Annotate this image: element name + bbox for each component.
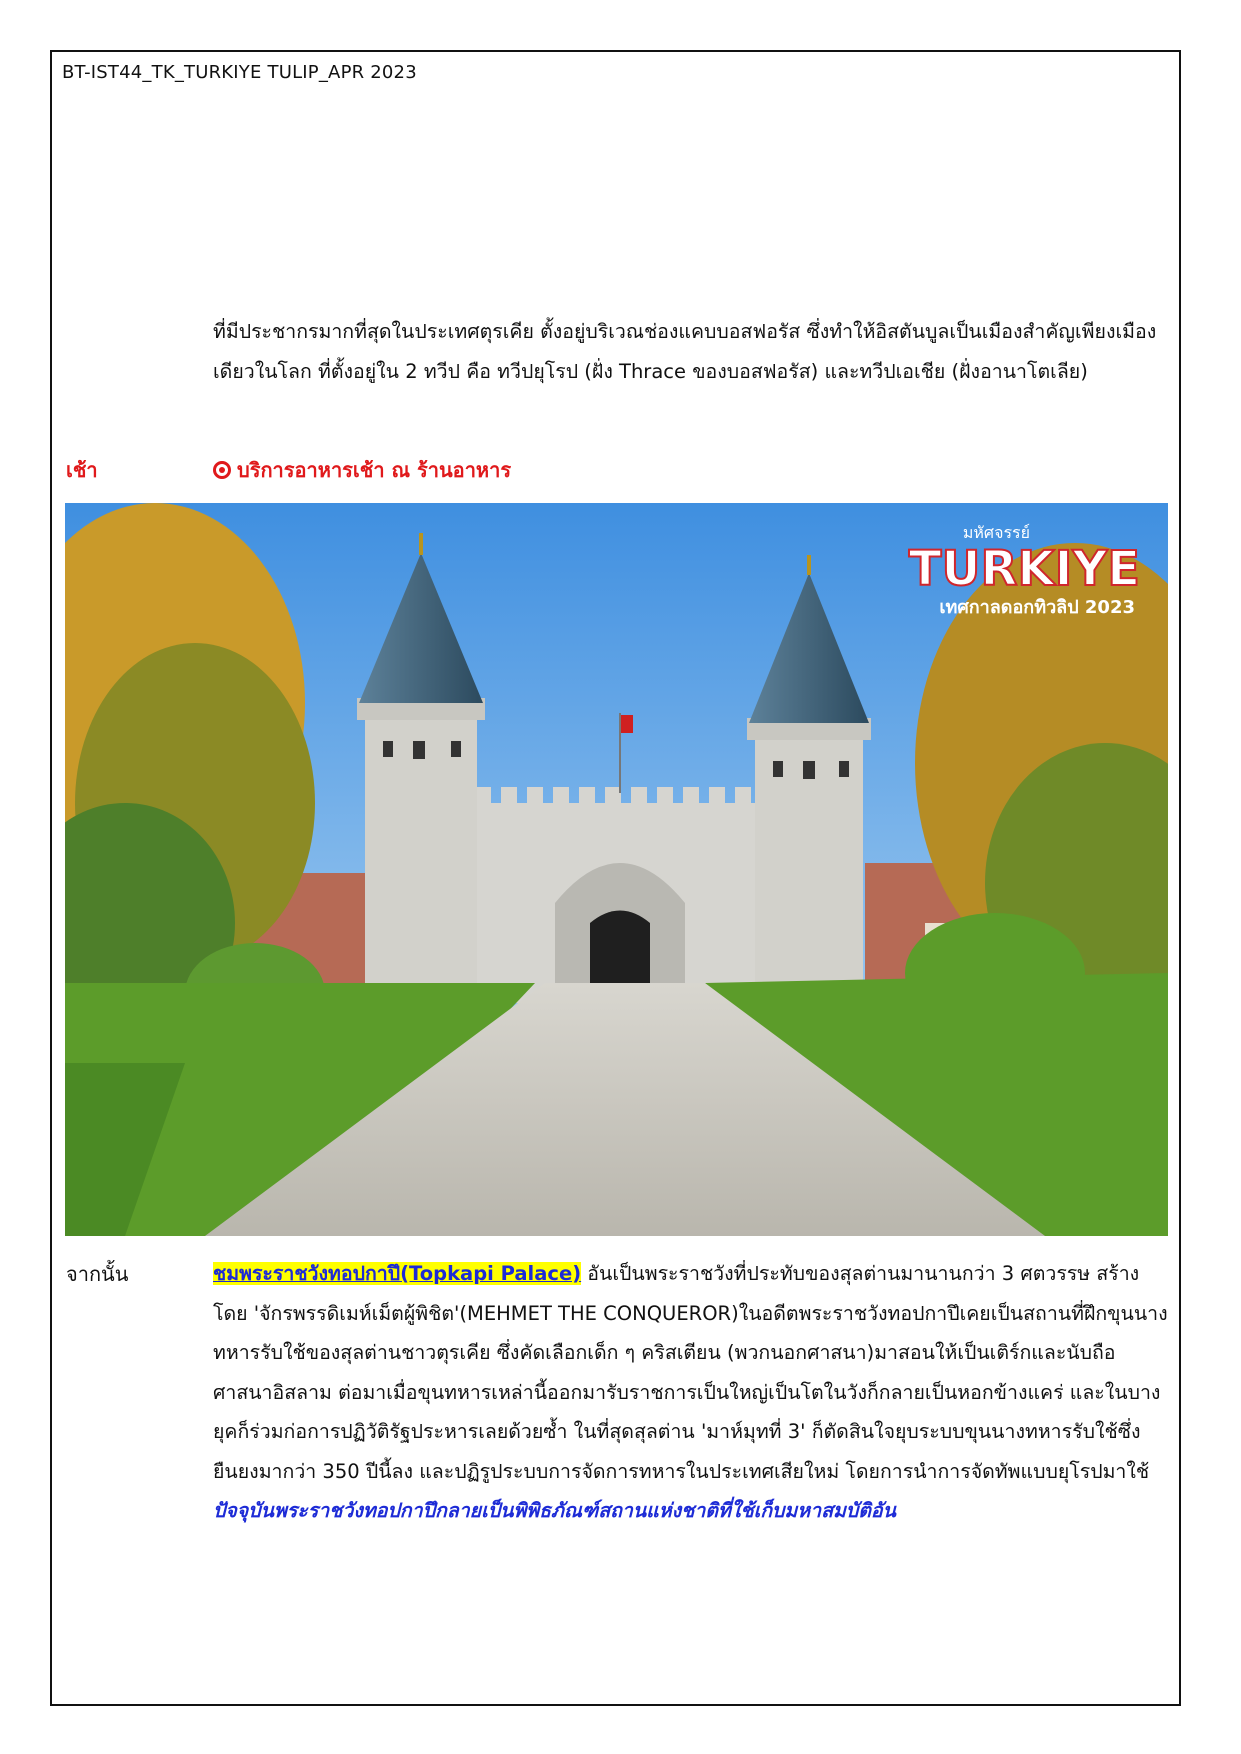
breakfast-line	[213, 454, 511, 486]
topkapi-paragraph	[213, 1254, 1173, 1531]
intro-paragraph: ที่มีประชากรมากที่สุดในประเทศตุรเคีย ตั้งอยู่บริเวณช่องแคบบอสฟอรัส ซึ่งทำให้อิสตันบูลเป็นเมืองสำคัญเพียงเมืองเดียวในโลก ที่ตั้งอยู่ใน 2 ทวีป คือ ทวีปยุโรป (ฝั่ง Thrace ของบอสฟอรัส) และทวีปเอเชีย (ฝั่งอานาโตเลีย)	[213, 320, 1157, 383]
breakfast-text: บริการอาหารเช้า ณ ร้านอาหาร	[237, 458, 512, 482]
plate-icon	[213, 461, 231, 479]
topkapi-body: อันเป็นพระราชวังที่ประทับของสุลต่านมานานกว่า 3 ศตวรรษ สร้างโดย 'จักรพรรดิเมห์เม็ตผู้พิชิต'(MEHMET THE CONQUEROR)ในอดีตพระราชวังทอปกาปึเคยเป็นสถานที่ฝึกขุนนางทหารรับใช้ของสุลต่านชาวตุรเคีย ซึ่งคัดเลือกเด็ก ๆ คริสเตียน (พวกนอกศาสนา)มาสอนให้เป็นเติร์กและนับถือศาสนาอิสลาม ต่อมาเมื่อขุนทหารเหล่านี้ออกมารับราชการเป็นใหญ่เป็นโตในวังก็กลายเป็นหอกข้างแคร่ และในบางยุคก็ร่วมก่อการปฏิวัติรัฐประหารเลยด้วยซ้ำ ในที่สุดสุลต่าน 'มาห์มุทที่ 3' ก็ตัดสินใจยุบระบบขุนนางทหารรับใช้ซึ่งยืนยงมากว่า 350 ปีนี้ลง และปฏิรูประบบการจัดการทหารในประเทศเสียใหม่ โดยการนำการจัดทัพแบบยุโรปมาใช้	[213, 1262, 1168, 1483]
topkapi-tail: ปัจจุบันพระราชวังทอปกาปึกลายเป็นพิพิธภัณฑ์สถานแห่งชาติที่ใช้เก็บมหาสมบัติอัน	[213, 1499, 896, 1522]
logo-small-text: มหัศจรรย์	[962, 523, 1030, 542]
morning-label: เช้า	[66, 458, 98, 482]
logo-title: TURKIYE	[908, 541, 1140, 597]
topkapi-highlight: ชมพระราชวังทอปกาปึ(Topkapi Palace)	[213, 1262, 582, 1285]
document-code: BT-IST44_TK_TURKIYE TULIP_APR 2023	[62, 62, 417, 83]
logo-subtitle: เทศกาลดอกทิวลิป 2023	[939, 597, 1135, 618]
topkapi-palace-photo	[65, 503, 1168, 1236]
then-label: จากนั้น	[66, 1262, 129, 1286]
